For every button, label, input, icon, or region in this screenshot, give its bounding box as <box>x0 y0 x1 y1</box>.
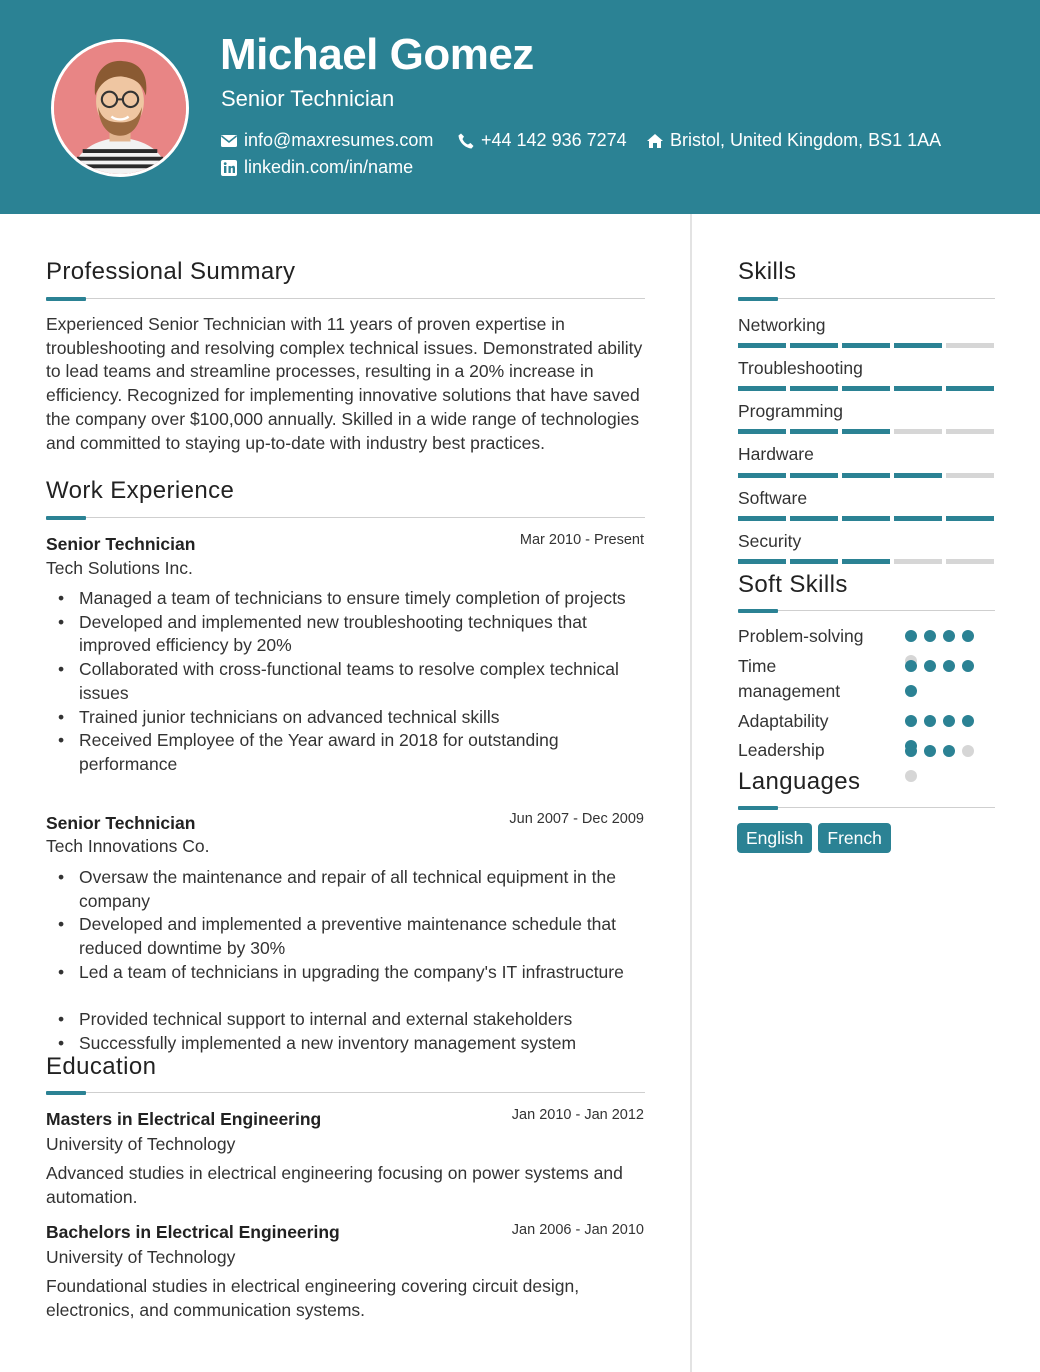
resume-header <box>0 0 1040 214</box>
summary-rule <box>46 298 645 299</box>
skill-bar <box>738 559 994 564</box>
job-bullet: • Developed and implemented a preventive maintenance schedule that reduced downtime by 30% <box>46 913 646 960</box>
language-tag: English <box>737 823 812 853</box>
skill-segment-empty <box>946 343 994 348</box>
rating-dot-filled <box>905 715 917 727</box>
job-bullet: • Successfully implemented a new inventory management system <box>46 1032 646 1056</box>
skill-name: Software <box>738 488 808 508</box>
soft-skill-name: Leadership <box>738 740 825 760</box>
candidate-title: Senior Technician <box>221 86 395 111</box>
skill-segment-filled <box>790 473 838 478</box>
rating-dot-filled <box>943 660 955 672</box>
rating-dot-filled <box>924 745 936 757</box>
skill-segment-filled <box>894 343 942 348</box>
job-role: Senior Technician <box>46 813 196 833</box>
language-tags <box>737 823 891 853</box>
skill-segment-filled <box>894 516 942 521</box>
education-rule <box>46 1092 645 1093</box>
skill-bar <box>738 429 994 434</box>
phone-text: +44 142 936 7274 <box>481 130 627 150</box>
job-date: Jun 2007 - Dec 2009 <box>509 811 644 827</box>
language-tag: French <box>818 823 890 853</box>
job-role: Senior Technician <box>46 534 196 554</box>
job-company: Tech Innovations Co. <box>46 836 210 856</box>
skill-segment-empty <box>946 429 994 434</box>
home-icon <box>646 132 664 150</box>
skill-name: Troubleshooting <box>738 358 863 378</box>
contact-phone[interactable] <box>457 130 627 151</box>
skill-segment-filled <box>790 516 838 521</box>
skill-segment-filled <box>946 516 994 521</box>
soft-skill-dots <box>905 745 981 782</box>
job-bullet: • Received Employee of the Year award in 2018 for outstanding performance <box>46 729 646 776</box>
skills-heading: Skills <box>738 258 797 285</box>
profile-photo <box>51 39 189 177</box>
skill-segment-filled <box>738 559 786 564</box>
job-bullet: • Oversaw the maintenance and repair of all technical equipment in the company <box>46 866 646 913</box>
skill-segment-filled <box>790 429 838 434</box>
email-text: info@maxresumes.com <box>244 130 434 150</box>
edu-date: Jan 2010 - Jan 2012 <box>511 1107 644 1123</box>
job-bullet: • Collaborated with cross-functional teams to resolve complex technical issues <box>46 658 646 705</box>
skill-segment-filled <box>738 429 786 434</box>
skill-segment-empty <box>894 559 942 564</box>
rating-dot-filled <box>943 715 955 727</box>
rating-dot-filled <box>924 715 936 727</box>
rating-dot-filled <box>924 660 936 672</box>
experience-heading: Work Experience <box>46 477 235 504</box>
skill-segment-filled <box>790 559 838 564</box>
rating-dot-filled <box>943 745 955 757</box>
rating-dot-filled <box>905 660 917 672</box>
job-bullet: • Led a team of technicians in upgrading the company's IT infrastructure <box>46 961 646 1008</box>
candidate-name: Michael Gomez <box>220 30 534 79</box>
skill-segment-filled <box>738 473 786 478</box>
avatar-illustration <box>54 42 186 174</box>
soft-skill-name: Time management <box>738 656 841 701</box>
skill-segment-filled <box>842 516 890 521</box>
soft-skills-heading: Soft Skills <box>738 571 848 598</box>
skill-segment-filled <box>946 386 994 391</box>
rating-dot-filled <box>962 715 974 727</box>
languages-heading: Languages <box>738 768 861 795</box>
skill-segment-filled <box>790 343 838 348</box>
job-bullet: • Trained junior technicians on advanced technical skills <box>46 706 646 730</box>
contact-email[interactable] <box>220 130 433 151</box>
skill-segment-filled <box>842 343 890 348</box>
languages-accent <box>738 806 778 810</box>
soft-skill-name: Adaptability <box>738 711 829 731</box>
rating-dot-empty <box>962 745 974 757</box>
skill-bar <box>738 343 994 348</box>
experience-accent <box>46 516 86 520</box>
contact-address <box>646 130 941 151</box>
skill-name: Hardware <box>738 444 814 464</box>
skill-bar <box>738 516 994 521</box>
job-date: Mar 2010 - Present <box>519 532 644 548</box>
skill-segment-filled <box>842 559 890 564</box>
rating-dot-filled <box>962 630 974 642</box>
envelope-icon <box>220 132 238 150</box>
skill-segment-filled <box>738 386 786 391</box>
edu-description: Advanced studies in electrical engineering focusing on power systems and automation. <box>46 1163 623 1207</box>
education-heading: Education <box>46 1053 157 1080</box>
summary-heading: Professional Summary <box>46 258 296 285</box>
linkedin-text: linkedin.com/in/name <box>244 157 414 177</box>
rating-dot-filled <box>905 745 917 757</box>
skill-name: Networking <box>738 315 826 335</box>
edu-description: Foundational studies in electrical engineering covering circuit design, electronics, and communication systems. <box>46 1276 580 1320</box>
rating-dot-filled <box>905 630 917 642</box>
rating-dot-filled <box>943 630 955 642</box>
soft-skill-name: Problem-solving <box>738 626 864 646</box>
job-bullet: • Provided technical support to internal and external stakeholders <box>46 1008 646 1032</box>
skills-accent <box>738 297 778 301</box>
skill-segment-filled <box>842 473 890 478</box>
skill-segment-filled <box>738 343 786 348</box>
skill-segment-filled <box>738 516 786 521</box>
skill-segment-filled <box>894 386 942 391</box>
experience-rule <box>46 517 645 518</box>
skill-segment-empty <box>894 429 942 434</box>
address-text: Bristol, United Kingdom, BS1 1AA <box>670 130 942 150</box>
edu-degree: Bachelors in Electrical Engineering <box>46 1222 340 1242</box>
job-bullet: • Developed and implemented new troubleshooting techniques that improved efficiency by 20% <box>46 611 646 658</box>
skill-bar <box>738 386 994 391</box>
summary-text: Experienced Senior Technician with 11 years of proven expertise in troubleshooting and resolving complex technical issues. Demonstrated ability to lead teams and streamline processes, resulting in a 20% increase in efficiency. Recognized for implementing innovative solutions that have saved the company over $100,000 annually. Skilled in a wide range of technologies and committed to staying up-to-date with industry best practices. <box>46 314 643 453</box>
skill-segment-filled <box>894 473 942 478</box>
rating-dot-empty <box>905 770 917 782</box>
linkedin-icon <box>220 159 238 177</box>
rating-dot-filled <box>962 660 974 672</box>
education-accent <box>46 1091 86 1095</box>
edu-date: Jan 2006 - Jan 2010 <box>511 1222 644 1238</box>
skill-name: Security <box>738 531 802 551</box>
job-bullets <box>46 866 646 1056</box>
contact-linkedin[interactable] <box>220 157 413 178</box>
rating-dot-filled <box>924 630 936 642</box>
edu-school: University of Technology <box>46 1134 236 1154</box>
summary-accent <box>46 297 86 301</box>
skill-bar <box>738 473 994 478</box>
column-divider <box>690 214 692 1372</box>
soft-skills-accent <box>738 609 778 613</box>
skill-segment-filled <box>790 386 838 391</box>
skill-name: Programming <box>738 401 844 421</box>
skill-segment-empty <box>946 559 994 564</box>
rating-dot-filled <box>905 685 917 697</box>
edu-school: University of Technology <box>46 1247 236 1267</box>
edu-degree: Masters in Electrical Engineering <box>46 1109 322 1129</box>
job-bullets <box>46 587 646 777</box>
job-company: Tech Solutions Inc. <box>46 558 193 578</box>
job-bullet: • Managed a team of technicians to ensure timely completion of projects <box>46 587 646 611</box>
skill-segment-filled <box>842 429 890 434</box>
soft-skill-dots <box>905 660 981 697</box>
phone-icon <box>457 132 475 150</box>
skill-segment-filled <box>842 386 890 391</box>
skill-segment-empty <box>946 473 994 478</box>
